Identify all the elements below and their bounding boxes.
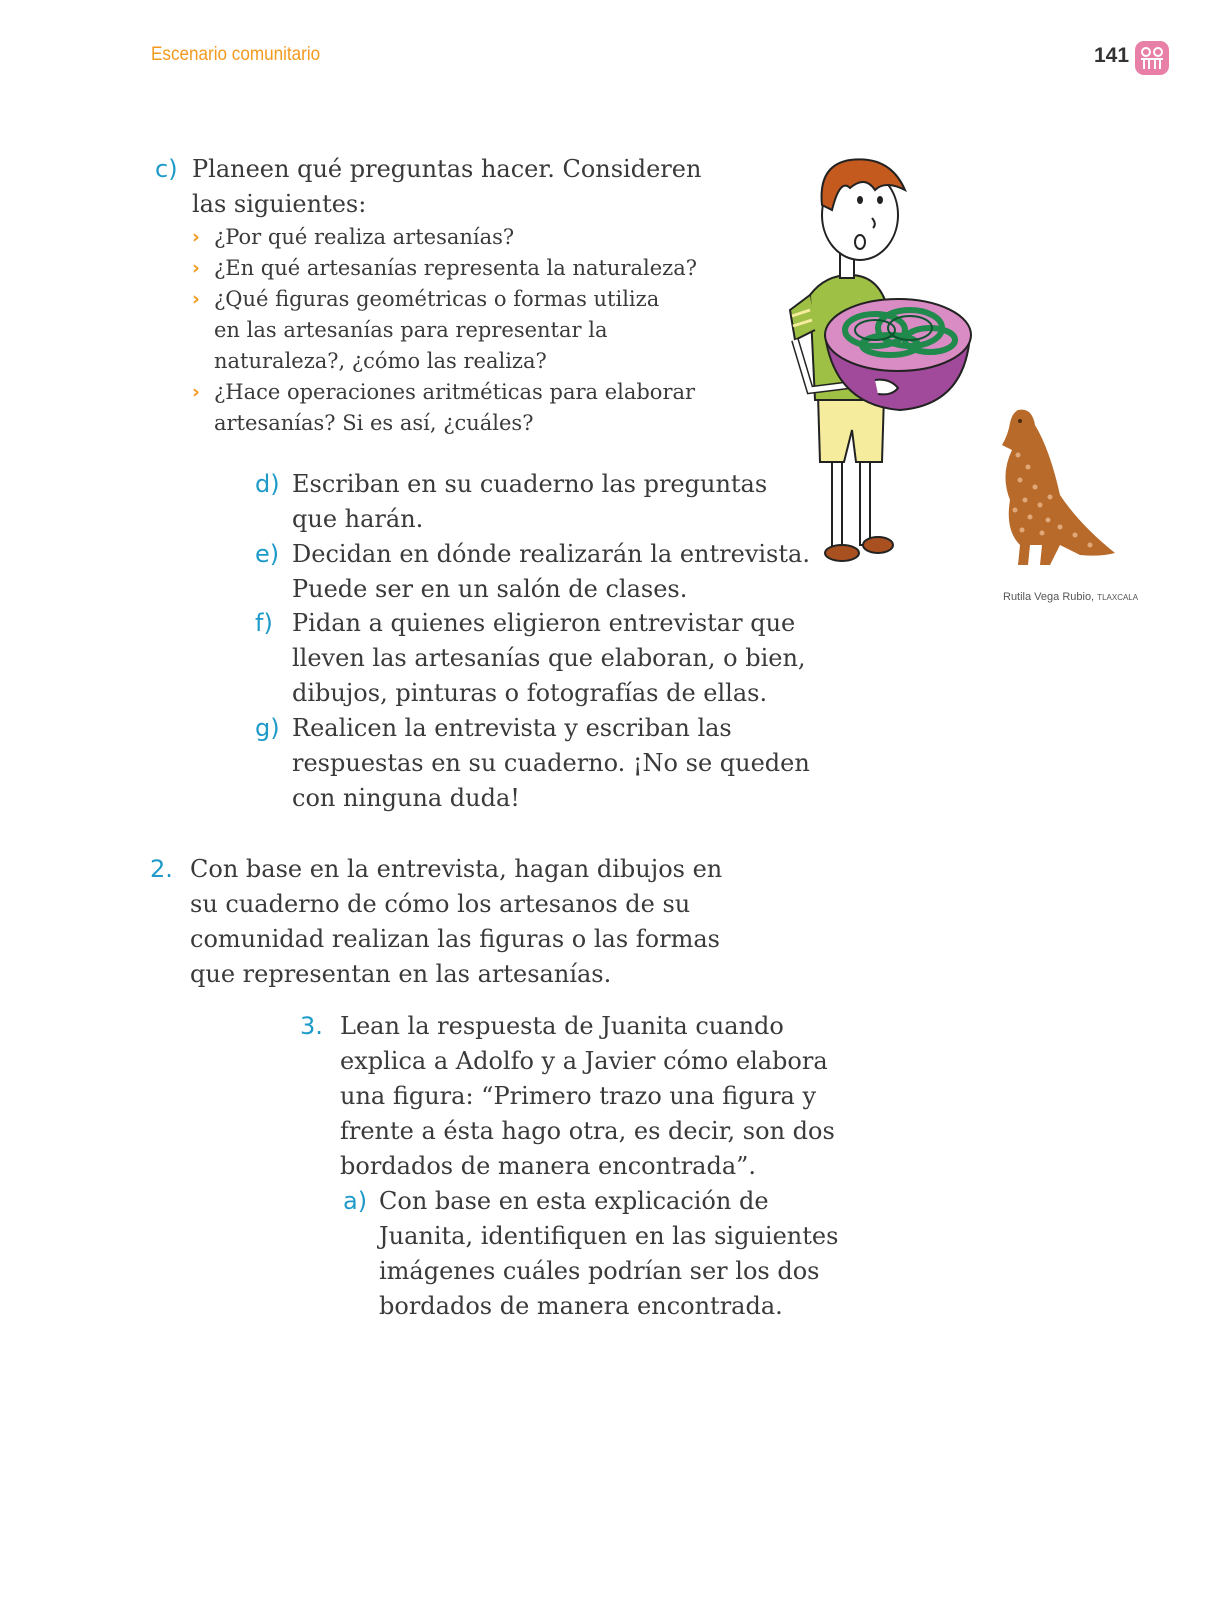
chevron-right-icon: › [192,288,200,310]
section-title: Escenario comunitario [151,44,321,65]
page-number: 141 [1094,44,1130,67]
item-e-text: Decidan en dónde realizarán la entrevista. Puede ser en un salón de clases. [292,540,810,603]
boy-illustration [780,150,995,575]
question-3-marker: 3. [300,1012,323,1040]
item-d-text: Escriban en su cuaderno las preguntas que harán. [292,470,768,533]
list-item: › ¿En qué artesanías representa la naturaleza? [192,253,752,284]
chevron-right-icon: › [192,226,200,248]
aztec-glyph-icon [1134,40,1170,76]
embroidered-bird-artwork [980,405,1135,580]
chevron-right-icon: › [192,257,200,279]
item-c-line-1: Planeen qué preguntas hacer. Consideren [192,155,702,183]
list-item: › ¿Hace operaciones aritméticas para elaborar artesanías? Si es así, ¿cuáles? [192,377,724,439]
item-f-text: Pidan a quienes eligieron entrevistar que lleven las artesanías que elaboran, o bien, dibujos, pinturas o fotografías de ellas. [292,609,806,707]
item-f-marker: f) [255,609,273,637]
item-c-marker: c) [155,155,178,183]
question-3a-text: Con base en esta explicación de Juanita, identifiquen en las siguientes imágenes cuáles podrían ser los dos bordados de manera encontrada. [379,1187,839,1320]
chevron-right-icon: › [192,381,200,403]
question-2-marker: 2. [150,855,173,883]
image-credit: Rutila Vega Rubio, TLAXCALA [1003,591,1139,603]
item-g-marker: g) [255,714,280,742]
question-2-text: Con base en la entrevista, hagan dibujos en su cuaderno de cómo los artesanos de su comunidad realizan las figuras o las formas que representan en las artesanías. [190,855,723,988]
question-list [192,222,752,439]
item-c-line-2: las siguientes: [192,190,367,218]
question-3-text: Lean la respuesta de Juanita cuando explica a Adolfo y a Javier cómo elabora una figura: “Primero trazo una figura y frente a ésta hago otra, es decir, son dos bordados de manera encontrada”. [340,1012,835,1180]
item-g-text: Realicen la entrevista y escriban las respuestas en su cuaderno. ¡No se queden con ninguna duda! [292,714,810,812]
list-item: › ¿Por qué realiza artesanías? [192,222,752,253]
list-item: › ¿Qué figuras geométricas o formas utiliza en las artesanías para representar la naturaleza?, ¿cómo las realiza? [192,284,684,377]
item-d-marker: d) [255,470,280,498]
question-3a-marker: a) [343,1187,368,1215]
item-e-marker: e) [255,540,280,568]
